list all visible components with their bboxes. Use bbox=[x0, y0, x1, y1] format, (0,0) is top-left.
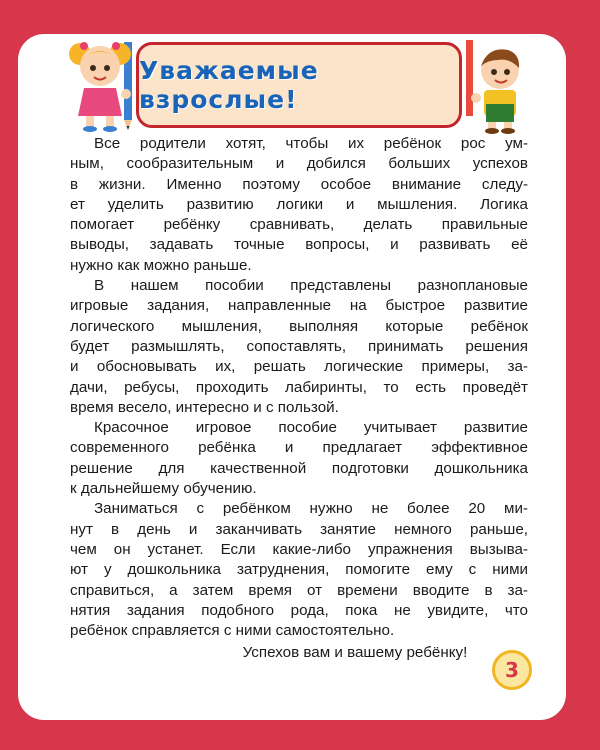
text-line: Заниматься с ребёнком нужно не более 20 ми- bbox=[94, 500, 528, 518]
title-banner bbox=[136, 42, 462, 128]
text-line: время весело, интересно и с пользой. bbox=[70, 398, 339, 416]
pencil-icon bbox=[466, 38, 473, 116]
text-line: ребёнок справляется с ними самостоятельно. bbox=[70, 622, 395, 640]
text-line: Все родители хотят, чтобы их ребёнок рос ум- bbox=[94, 135, 528, 152]
text-line: чем он устанет. Если какие-либо упражнения вызыва- bbox=[70, 540, 528, 558]
text-line: ет уделить развитию логики и мышления. Логика bbox=[70, 195, 528, 213]
text-line: помогает ребёнку сравнивать, делать правильные bbox=[70, 216, 528, 234]
text-line: справиться, а затем время от времени вводите в за- bbox=[70, 581, 528, 599]
page-number: 3 bbox=[505, 658, 519, 682]
page-title: Уважаемые взрослые! bbox=[139, 56, 319, 114]
text-line: выводы, задавать точные вопросы, и развивать её bbox=[70, 236, 528, 254]
text-line: и обосновывать их, решать логические примеры, за- bbox=[70, 358, 528, 376]
girl-illustration bbox=[62, 32, 146, 132]
text-line: Красочное игровое пособие учитывает развитие bbox=[94, 419, 528, 437]
text-line: нятия задания подобного рода, пока не увидите, что bbox=[70, 601, 528, 619]
text-line: решение для качественной подготовки дошкольника bbox=[70, 459, 528, 477]
text-line: ют у дошкольника затруднения, помогите ему с ними bbox=[70, 561, 528, 579]
text-line: в жизни. Именно поэтому особое внимание следу- bbox=[70, 175, 528, 193]
paragraph-2 bbox=[70, 276, 528, 418]
body-text bbox=[70, 134, 528, 641]
text-line: В нашем пособии представлены разноплановые bbox=[94, 277, 528, 295]
text-line: ным, сообразительным и добился больших успехов bbox=[70, 155, 528, 173]
text-line: дачи, ребусы, проходить лабиринты, то есть проведёт bbox=[70, 378, 528, 396]
text-line: к дальнейшему обучению. bbox=[70, 480, 257, 498]
text-line: нужно как можно раньше. bbox=[70, 256, 252, 274]
paragraph-4 bbox=[70, 499, 528, 641]
text-line: логического мышления, выполняя которые ребёнок bbox=[70, 317, 528, 335]
text-line: будет размышлять, сопоставлять, принимать решения bbox=[70, 337, 528, 355]
text-line: современного ребёнка и предлагает эффективное bbox=[70, 439, 528, 457]
paragraph-3 bbox=[70, 418, 528, 499]
paragraph-1 bbox=[70, 134, 528, 276]
text-line: игровые задания, направленные на быстрое развитие bbox=[70, 297, 528, 315]
text-line: нут в день и заканчивать занятие немного раньше, bbox=[70, 520, 528, 538]
closing-text: Успехов вам и вашему ребёнку! bbox=[242, 644, 468, 661]
page-number-badge bbox=[492, 650, 532, 690]
boy-illustration bbox=[458, 38, 536, 134]
